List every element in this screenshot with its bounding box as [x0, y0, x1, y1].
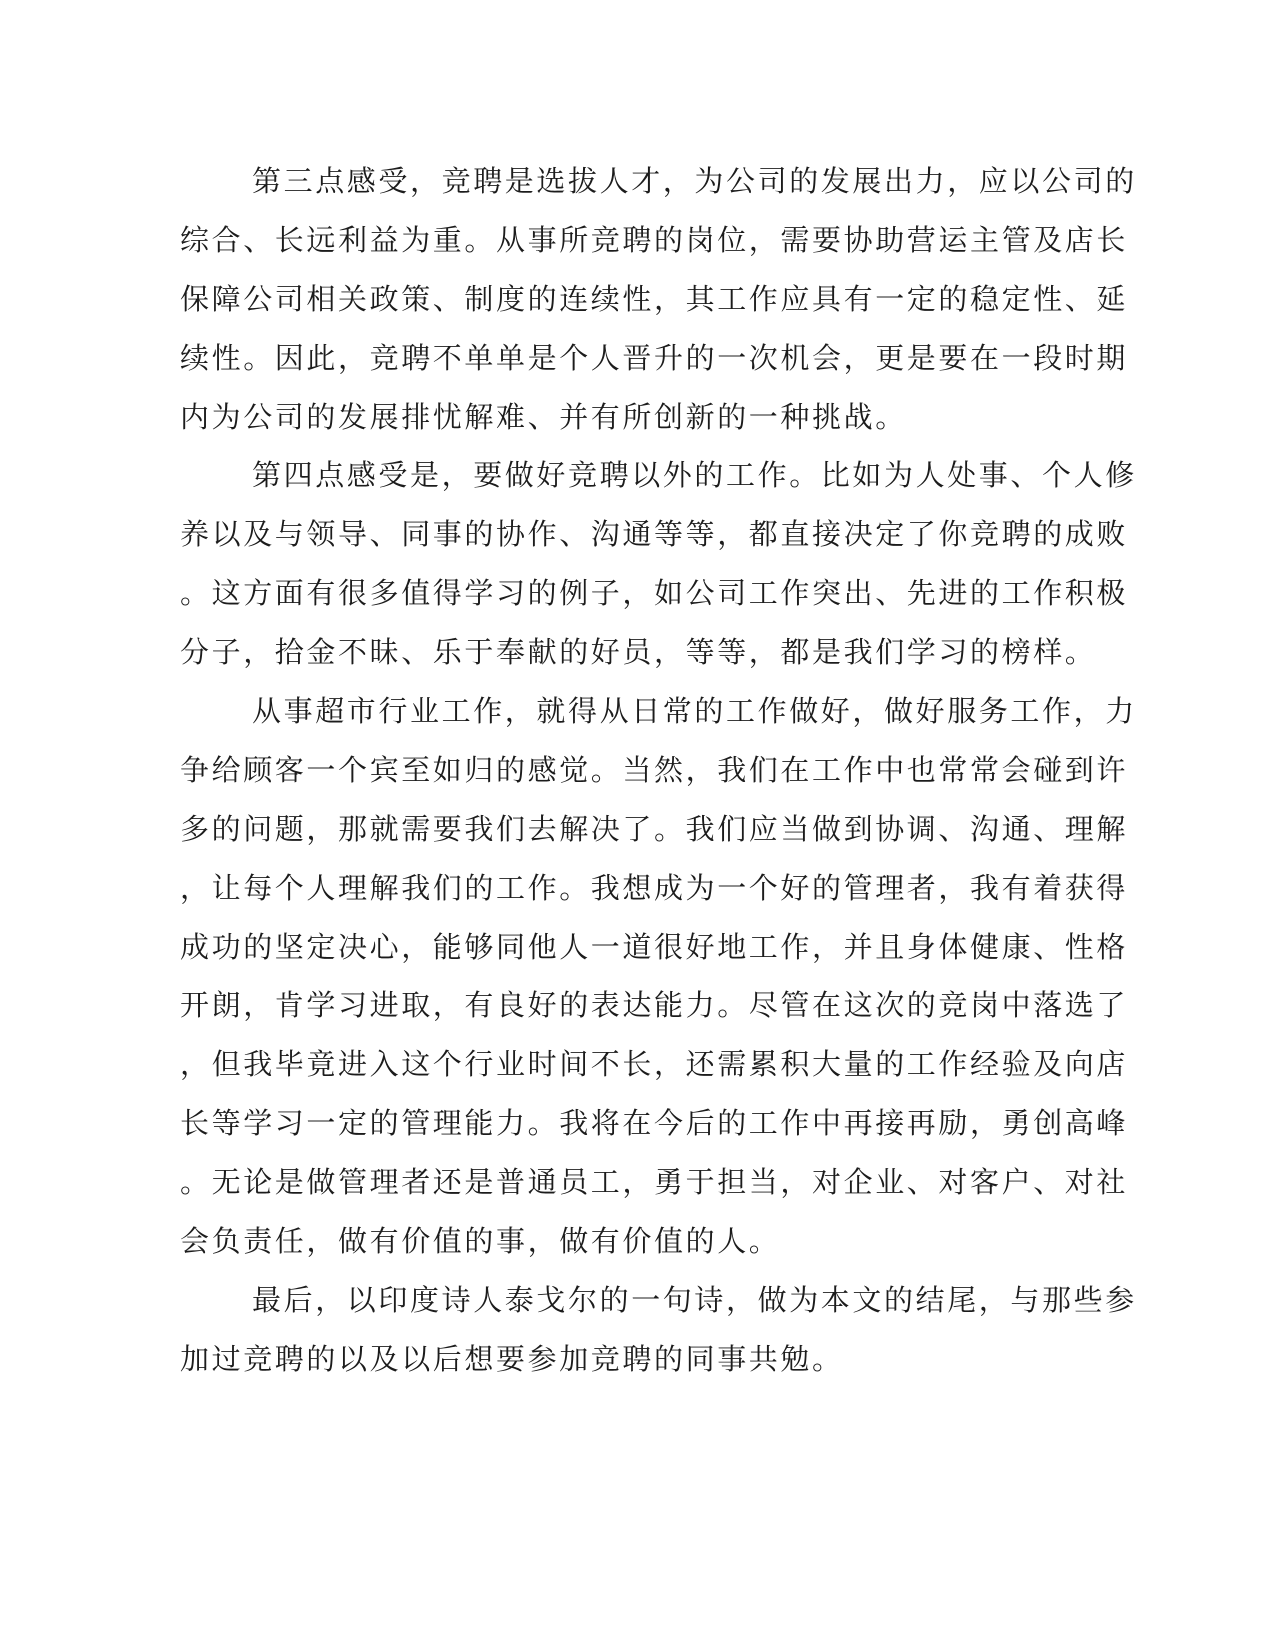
- paragraph-5-line-5: 成功的坚定决心，能够同他人一道很好地工作，并且身体健康、性格: [180, 929, 1129, 964]
- paragraph-5-line-7: ，但我毕竟进入这个行业时间不长，还需累积大量的工作经验及向店: [180, 1047, 1129, 1082]
- paragraph-5-line-4: ，让每个人理解我们的工作。我想成为一个好的管理者，我有着获得: [180, 870, 1129, 905]
- paragraph-4-line-2: 养以及与领导、同事的协作、沟通等等，都直接决定了你竞聘的成败: [180, 517, 1129, 552]
- paragraph-3-line-5: 内为公司的发展排忧解难、并有所创新的一种挑战。: [180, 399, 907, 434]
- paragraph-5-line-10: 会负责任，做有价值的事，做有价值的人。: [180, 1224, 781, 1259]
- paragraph-5-line-8: 长等学习一定的管理能力。我将在今后的工作中再接再励，勇创高峰: [180, 1106, 1129, 1141]
- paragraph-5-line-6: 开朗，肯学习进取，有良好的表达能力。尽管在这次的竞岗中落选了: [180, 988, 1129, 1023]
- paragraph-4-line-3: 。这方面有很多值得学习的例子，如公司工作突出、先进的工作积极: [180, 576, 1129, 611]
- body-text: [180, 152, 1137, 1389]
- paragraph-5-line-1: 从事超市行业工作，就得从日常的工作做好，做好服务工作，力: [252, 694, 1137, 729]
- paragraph-4-line-4: 分子，拾金不昧、乐于奉献的好员，等等，都是我们学习的榜样。: [180, 635, 1097, 670]
- paragraph-5-line-3: 多的问题，那就需要我们去解决了。我们应当做到协调、沟通、理解: [180, 811, 1129, 846]
- paragraph-5-line-2: 争给顾客一个宾至如归的感觉。当然，我们在工作中也常常会碰到许: [180, 752, 1129, 787]
- paragraph-6-line-2: 加过竞聘的以及以后想要参加竞聘的同事共勉。: [180, 1341, 844, 1376]
- paragraph-5-line-9: 。无论是做管理者还是普通员工，勇于担当，对企业、对客户、对社: [180, 1165, 1129, 1200]
- paragraph-3-line-4: 续性。因此，竞聘不单单是个人晋升的一次机会，更是要在一段时期: [180, 340, 1129, 375]
- paragraph-3-line-1: 第三点感受，竞聘是选拔人才，为公司的发展出力，应以公司的: [252, 164, 1137, 198]
- paragraph-3-line-2: 综合、长远利益为重。从事所竞聘的岗位，需要协助营运主管及店长: [180, 222, 1129, 257]
- paragraph-3-line-3: 保障公司相关政策、制度的连续性，其工作应具有一定的稳定性、延: [180, 281, 1129, 316]
- paragraph-6-line-1: 最后，以印度诗人泰戈尔的一句诗，做为本文的结尾，与那些参: [252, 1282, 1137, 1317]
- paragraph-4-line-1: 第四点感受是，要做好竞聘以外的工作。比如为人处事、个人修: [252, 458, 1137, 493]
